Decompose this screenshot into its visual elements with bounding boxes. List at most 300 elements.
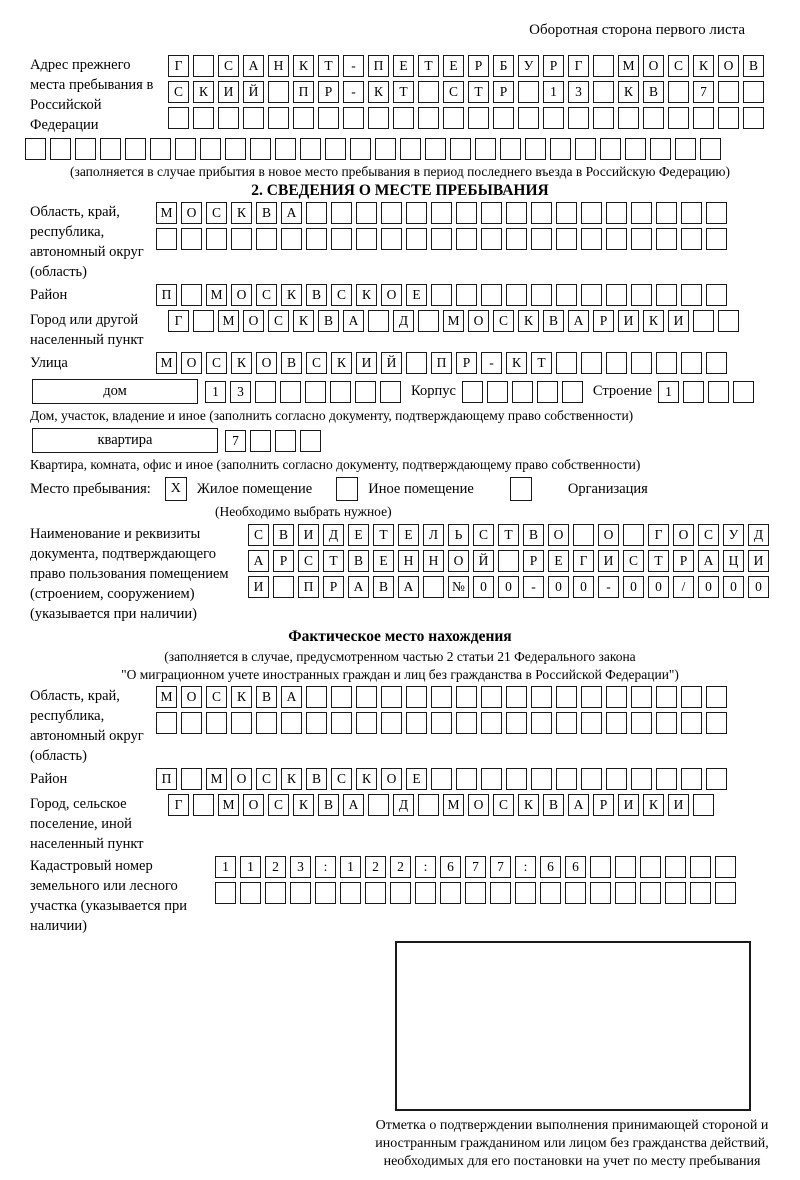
char-box [325, 138, 346, 160]
actual-location-note-line2: "О миграционном учете иностранных граждан и лиц без гражданства в Российской Федерации") [121, 667, 679, 682]
char-box [215, 882, 236, 904]
char-box [531, 284, 552, 306]
char-box: К [281, 284, 302, 306]
char-box: С [493, 794, 514, 816]
char-box [706, 228, 727, 250]
char-box [306, 202, 327, 224]
char-box: О [181, 352, 202, 374]
char-box: № [448, 576, 469, 598]
char-box [506, 686, 527, 708]
char-box [406, 228, 427, 250]
char-box: 6 [565, 856, 586, 878]
char-box [481, 712, 502, 734]
actual-region-label: Область, край, республика, автономный округ (область) [30, 688, 144, 764]
char-box: Л [423, 524, 444, 546]
char-box: В [543, 310, 564, 332]
checkbox-zhiloye-icon: X [165, 477, 187, 501]
char-box [606, 284, 627, 306]
stay-city-label: Город или другой населенный пункт [30, 312, 144, 348]
char-box: О [243, 310, 264, 332]
char-box [406, 352, 427, 374]
actual-region-row [30, 686, 800, 766]
char-box [668, 107, 689, 129]
char-box: Т [498, 524, 519, 546]
char-box [631, 228, 652, 250]
char-box [490, 882, 511, 904]
char-box [606, 686, 627, 708]
char-box [531, 202, 552, 224]
stroenie-boxes [658, 381, 754, 403]
char-box: А [343, 794, 364, 816]
char-box: О [381, 768, 402, 790]
char-box [531, 712, 552, 734]
char-box: С [206, 202, 227, 224]
char-box [512, 381, 533, 403]
char-box [300, 430, 321, 452]
char-box [381, 228, 402, 250]
char-box [600, 138, 621, 160]
char-box [531, 768, 552, 790]
char-box [656, 284, 677, 306]
char-box: 2 [265, 856, 286, 878]
char-box: Г [568, 55, 589, 77]
char-box [193, 107, 214, 129]
apartment-field-box: квартира [32, 428, 218, 453]
char-box: И [668, 310, 689, 332]
char-box [556, 352, 577, 374]
char-box [306, 686, 327, 708]
char-box: Й [243, 81, 264, 103]
char-box [631, 768, 652, 790]
char-box: К [293, 794, 314, 816]
char-box: С [331, 284, 352, 306]
char-box [631, 712, 652, 734]
char-box: 1 [543, 81, 564, 103]
stay-district-row [30, 284, 800, 306]
char-box [693, 107, 714, 129]
char-box [431, 284, 452, 306]
prev-address-boxes-row4 [25, 138, 800, 160]
char-box [318, 107, 339, 129]
char-box: Г [648, 524, 669, 546]
char-box: Г [168, 794, 189, 816]
char-box [581, 202, 602, 224]
char-box: О [598, 524, 619, 546]
char-box: С [206, 686, 227, 708]
char-box: П [156, 284, 177, 306]
prev-address-section [30, 55, 800, 135]
char-box: Й [381, 352, 402, 374]
char-box [581, 686, 602, 708]
char-box [493, 107, 514, 129]
char-box [50, 138, 71, 160]
char-box: С [473, 524, 494, 546]
char-box: Е [398, 524, 419, 546]
char-box [231, 228, 252, 250]
char-box [393, 107, 414, 129]
char-box [518, 81, 539, 103]
char-box [656, 352, 677, 374]
char-box: 7 [693, 81, 714, 103]
char-box [156, 228, 177, 250]
char-box: П [293, 81, 314, 103]
char-box: С [306, 352, 327, 374]
document-boxes-row3 [248, 576, 769, 598]
char-box: К [368, 81, 389, 103]
char-box: О [468, 794, 489, 816]
char-box: С [331, 768, 352, 790]
char-box [481, 686, 502, 708]
char-box [280, 381, 301, 403]
char-box [708, 381, 729, 403]
char-box [581, 768, 602, 790]
char-box [575, 138, 596, 160]
char-box: Б [493, 55, 514, 77]
char-box [640, 882, 661, 904]
char-box: М [618, 55, 639, 77]
char-box [593, 55, 614, 77]
char-box: 7 [225, 430, 246, 452]
char-box: А [281, 686, 302, 708]
char-box [100, 138, 121, 160]
char-box [590, 856, 611, 878]
checkbox-inoye-icon [336, 477, 358, 501]
char-box: Д [323, 524, 344, 546]
char-box: 1 [240, 856, 261, 878]
char-box [568, 107, 589, 129]
char-box [456, 202, 477, 224]
char-box [75, 138, 96, 160]
stay-type-option-organizaciya: Организация [567, 480, 648, 497]
char-box [356, 202, 377, 224]
char-box: : [515, 856, 536, 878]
stamp-caption: Отметка о подтверждении выполнения принимающей стороной и иностранным гражданином или лицом без гражданства действий, необходимых для его постановки на учет по месту пребывания [375, 1118, 769, 1169]
char-box: О [243, 794, 264, 816]
char-box [718, 107, 739, 129]
actual-city-label: Город, сельское поселение, иной населенный пункт [30, 796, 144, 852]
char-box [425, 138, 446, 160]
prev-address-boxes-row3 [168, 107, 764, 129]
char-box [487, 381, 508, 403]
korpus-boxes [462, 381, 583, 403]
char-box: В [373, 576, 394, 598]
apartment-number-boxes [225, 430, 321, 452]
char-box: Е [373, 550, 394, 572]
char-box [300, 138, 321, 160]
char-box [681, 686, 702, 708]
prev-address-note: (заполняется в случае прибытия в новое место пребывания в период последнего въезда в Российскую Федерацию) [69, 164, 731, 179]
char-box: Д [393, 794, 414, 816]
char-box [281, 228, 302, 250]
stay-type-label: Место пребывания: [30, 480, 151, 497]
char-box [531, 686, 552, 708]
char-box: О [231, 284, 252, 306]
apartment-caption: Квартира, комната, офис и иное (заполнить согласно документу, подтверждающему право собственности) [30, 457, 641, 472]
char-box: К [293, 55, 314, 77]
char-box: С [298, 550, 319, 572]
char-box: К [231, 202, 252, 224]
char-box: Н [423, 550, 444, 572]
char-box [331, 686, 352, 708]
char-box: М [156, 202, 177, 224]
char-box: Ь [448, 524, 469, 546]
char-box [550, 138, 571, 160]
char-box [683, 381, 704, 403]
char-box: Г [168, 55, 189, 77]
char-box: Т [318, 55, 339, 77]
char-box: П [431, 352, 452, 374]
char-box [556, 284, 577, 306]
char-box: 0 [698, 576, 719, 598]
stroenie-label: Строение [592, 383, 652, 399]
actual-location-note-line1: (заполняется в случае, предусмотренном частью 2 статьи 21 Федерального закона [164, 649, 636, 664]
char-box: 3 [290, 856, 311, 878]
char-box: И [218, 81, 239, 103]
char-box: 0 [498, 576, 519, 598]
document-row [30, 524, 800, 624]
char-box: С [493, 310, 514, 332]
char-box: С [268, 794, 289, 816]
char-box: Й [473, 550, 494, 572]
char-box [718, 310, 739, 332]
char-box [656, 202, 677, 224]
char-box: - [343, 55, 364, 77]
char-box: Т [418, 55, 439, 77]
char-box: 0 [623, 576, 644, 598]
char-box: В [643, 81, 664, 103]
actual-city-boxes [168, 794, 714, 816]
char-box [693, 310, 714, 332]
char-box [125, 138, 146, 160]
char-box [250, 430, 271, 452]
char-box: 7 [490, 856, 511, 878]
char-box [500, 138, 521, 160]
char-box: А [343, 310, 364, 332]
char-box: 3 [568, 81, 589, 103]
char-box [225, 138, 246, 160]
char-box [400, 138, 421, 160]
char-box: К [356, 284, 377, 306]
char-box [656, 228, 677, 250]
char-box: А [248, 550, 269, 572]
char-box [656, 768, 677, 790]
char-box: М [443, 794, 464, 816]
char-box [615, 856, 636, 878]
char-box [631, 202, 652, 224]
char-box [465, 882, 486, 904]
char-box [681, 284, 702, 306]
stay-region-boxes-row2 [156, 228, 727, 250]
stay-type-option-zhiloye: Жилое помещение [196, 480, 313, 497]
char-box [625, 138, 646, 160]
char-box [623, 524, 644, 546]
char-box: А [568, 794, 589, 816]
char-box [375, 138, 396, 160]
char-box [193, 55, 214, 77]
char-box: 2 [365, 856, 386, 878]
char-box: И [248, 576, 269, 598]
char-box: Р [318, 81, 339, 103]
char-box [681, 712, 702, 734]
char-box [643, 107, 664, 129]
char-box [606, 228, 627, 250]
char-box [631, 352, 652, 374]
char-box: М [206, 768, 227, 790]
char-box [706, 284, 727, 306]
char-box [706, 768, 727, 790]
char-box: О [468, 310, 489, 332]
char-box [506, 228, 527, 250]
char-box [506, 768, 527, 790]
char-box [681, 202, 702, 224]
char-box [275, 138, 296, 160]
document-boxes-row2 [248, 550, 769, 572]
char-box: И [598, 550, 619, 572]
char-box: - [343, 81, 364, 103]
char-box: О [256, 352, 277, 374]
char-box: О [181, 202, 202, 224]
char-box: М [206, 284, 227, 306]
char-box [243, 107, 264, 129]
char-box [681, 768, 702, 790]
char-box [556, 228, 577, 250]
actual-district-boxes [156, 768, 727, 790]
house-caption: Дом, участок, владение и иное (заполнить согласно документу, подтверждающему право собственности) [30, 408, 634, 423]
char-box: Р [468, 55, 489, 77]
char-box [418, 794, 439, 816]
char-box: И [748, 550, 769, 572]
actual-location-heading: Фактическое место нахождения [288, 628, 512, 645]
char-box [481, 284, 502, 306]
char-box: В [348, 550, 369, 572]
char-box [368, 310, 389, 332]
char-box [693, 794, 714, 816]
char-box: М [156, 686, 177, 708]
stay-region-boxes-row1 [156, 202, 727, 224]
stamp-box [395, 941, 751, 1111]
stay-city-boxes [168, 310, 739, 332]
stay-section-heading: 2. СВЕДЕНИЯ О МЕСТЕ ПРЕБЫВАНИЯ [251, 182, 549, 199]
char-box: Р [456, 352, 477, 374]
char-box: В [318, 794, 339, 816]
char-box: Р [323, 576, 344, 598]
char-box: Р [523, 550, 544, 572]
char-box [255, 381, 276, 403]
char-box: И [298, 524, 319, 546]
char-box: К [518, 310, 539, 332]
char-box: И [668, 794, 689, 816]
char-box [556, 686, 577, 708]
char-box: 0 [573, 576, 594, 598]
char-box: К [281, 768, 302, 790]
char-box: К [518, 794, 539, 816]
char-box [743, 81, 764, 103]
char-box [206, 712, 227, 734]
char-box [718, 81, 739, 103]
char-box [556, 712, 577, 734]
char-box: К [643, 310, 664, 332]
char-box [331, 712, 352, 734]
stay-region-label: Область, край, республика, автономный округ (область) [30, 204, 144, 280]
char-box [506, 712, 527, 734]
char-box [200, 138, 221, 160]
char-box: С [168, 81, 189, 103]
stay-street-row [30, 352, 800, 374]
char-box: Е [348, 524, 369, 546]
stay-type-note: (Необходимо выбрать нужное) [215, 504, 392, 519]
char-box [631, 284, 652, 306]
char-box [650, 138, 671, 160]
char-box: К [231, 352, 252, 374]
char-box [556, 202, 577, 224]
char-box [581, 228, 602, 250]
char-box [350, 138, 371, 160]
char-box [365, 882, 386, 904]
char-box [368, 107, 389, 129]
char-box: К [193, 81, 214, 103]
char-box [573, 524, 594, 546]
char-box: П [156, 768, 177, 790]
char-box: Е [393, 55, 414, 77]
stay-city-row [30, 310, 800, 350]
char-box: - [523, 576, 544, 598]
char-box [356, 712, 377, 734]
char-box [690, 882, 711, 904]
char-box [181, 284, 202, 306]
char-box [418, 310, 439, 332]
char-box: В [318, 310, 339, 332]
char-box [665, 856, 686, 878]
char-box [356, 686, 377, 708]
page-title: Оборотная сторона первого листа [529, 22, 745, 38]
char-box [443, 107, 464, 129]
char-box: А [281, 202, 302, 224]
cadastral-boxes-row2 [215, 882, 736, 904]
char-box: Г [573, 550, 594, 572]
char-box: Р [673, 550, 694, 572]
char-box [306, 712, 327, 734]
char-box [268, 81, 289, 103]
char-box: 1 [205, 381, 226, 403]
char-box [355, 381, 376, 403]
char-box: С [443, 81, 464, 103]
stay-type-option-inoye: Иное помещение [368, 480, 474, 497]
char-box: Г [168, 310, 189, 332]
char-box: С [256, 768, 277, 790]
char-box: Т [531, 352, 552, 374]
char-box [556, 768, 577, 790]
char-box [381, 202, 402, 224]
char-box [733, 381, 754, 403]
char-box: С [268, 310, 289, 332]
char-box [343, 107, 364, 129]
char-box [593, 81, 614, 103]
char-box [481, 228, 502, 250]
char-box [240, 882, 261, 904]
char-box: Д [393, 310, 414, 332]
char-box [356, 228, 377, 250]
char-box: М [218, 794, 239, 816]
char-box: Н [398, 550, 419, 572]
char-box: В [273, 524, 294, 546]
char-box [330, 381, 351, 403]
char-box: 2 [390, 856, 411, 878]
char-box [468, 107, 489, 129]
document-boxes-row1 [248, 524, 769, 546]
char-box [431, 768, 452, 790]
char-box [331, 202, 352, 224]
char-box: В [256, 686, 277, 708]
